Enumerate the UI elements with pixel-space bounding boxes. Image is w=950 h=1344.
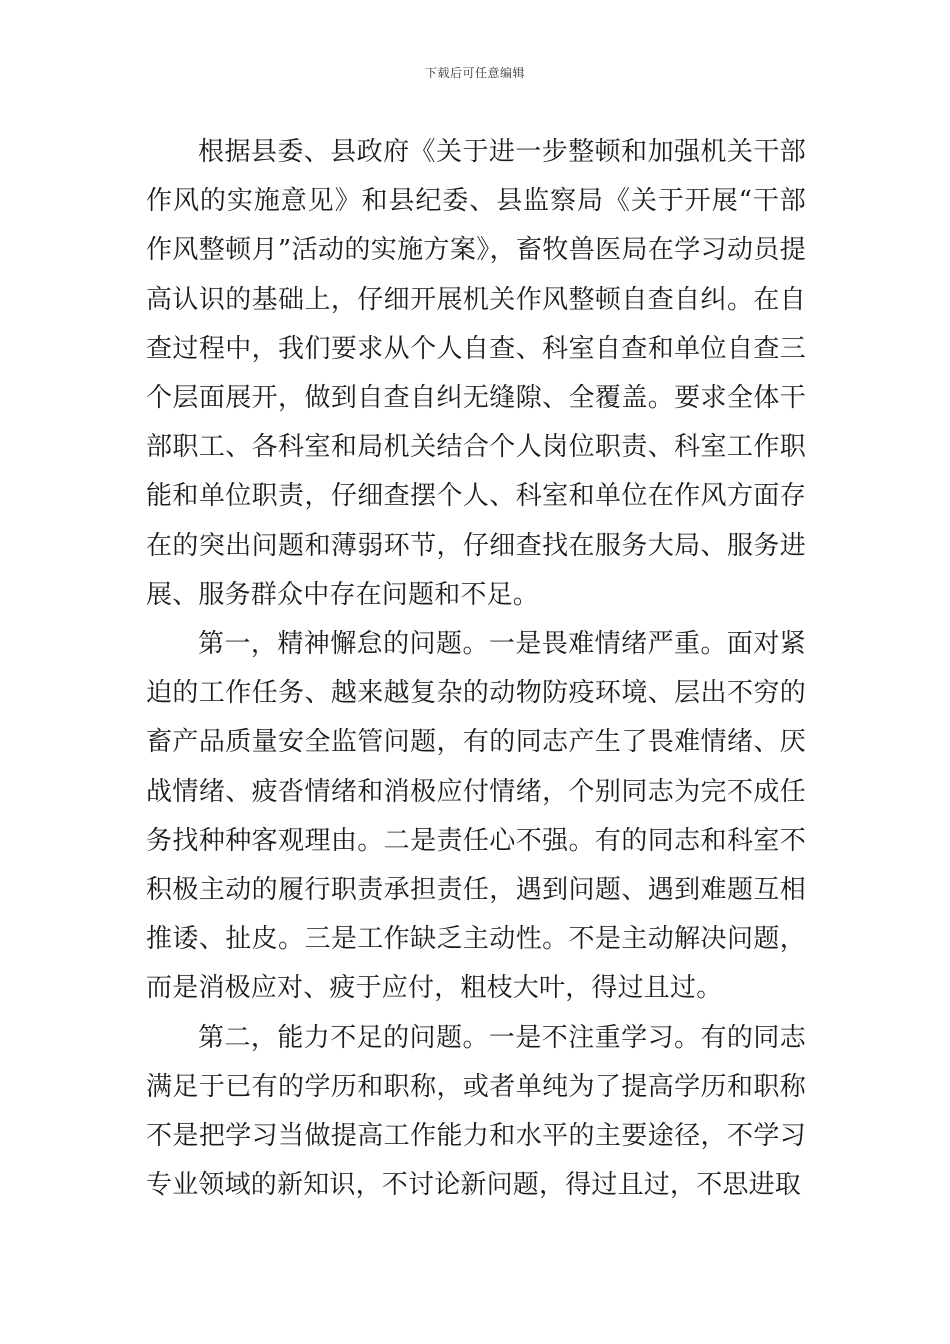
document-body [146, 128, 806, 1210]
paragraph-first-issue: 第一，精神懈怠的问题。一是畏难情绪严重。面对紧迫的工作任务、越来越复杂的动物防疫环境、层出不穷的畜产品质量安全监管问题，有的同志产生了畏难情绪、厌战情绪、疲沓情绪和消极应付情绪，个别同志为完不成任务找种种客观理由。二是责任心不强。有的同志和科室不积极主动的履行职责承担责任，遇到问题、遇到难题互相推诿、扯皮。三是工作缺乏主动性。不是主动解决问题，而是消极应对、疲于应付，粗枝大叶，得过且过。 [146, 629, 806, 1004]
header-note: 下载后可任意编辑 [424, 66, 525, 80]
paragraph-intro: 根据县委、县政府《关于进一步整顿和加强机关干部作风的实施意见》和县纪委、县监察局《关于开展“干部作风整顿月”活动的实施方案》，畜牧兽医局在学习动员提高认识的基础上，仔细开展机关作风整顿自查自纠。在自查过程中，我们要求从个人自查、科室自查和单位自查三个层面展开，做到自查自纠无缝隙、全覆盖。要求全体干部职工、各科室和局机关结合个人岗位职责、科室工作职能和单位职责，仔细查摆个人、科室和单位在作风方面存在的突出问题和薄弱环节，仔细查找在服务大局、服务进展、服务群众中存在问题和不足。 [146, 137, 806, 610]
paragraph-second-issue: 第二，能力不足的问题。一是不注重学习。有的同志满足于已有的学历和职称，或者单纯为了提高学历和职称不是把学习当做提高工作能力和水平的主要途径，不学习专业领域的新知识，不讨论新问题，得过且过，不思进取 [146, 1022, 806, 1201]
